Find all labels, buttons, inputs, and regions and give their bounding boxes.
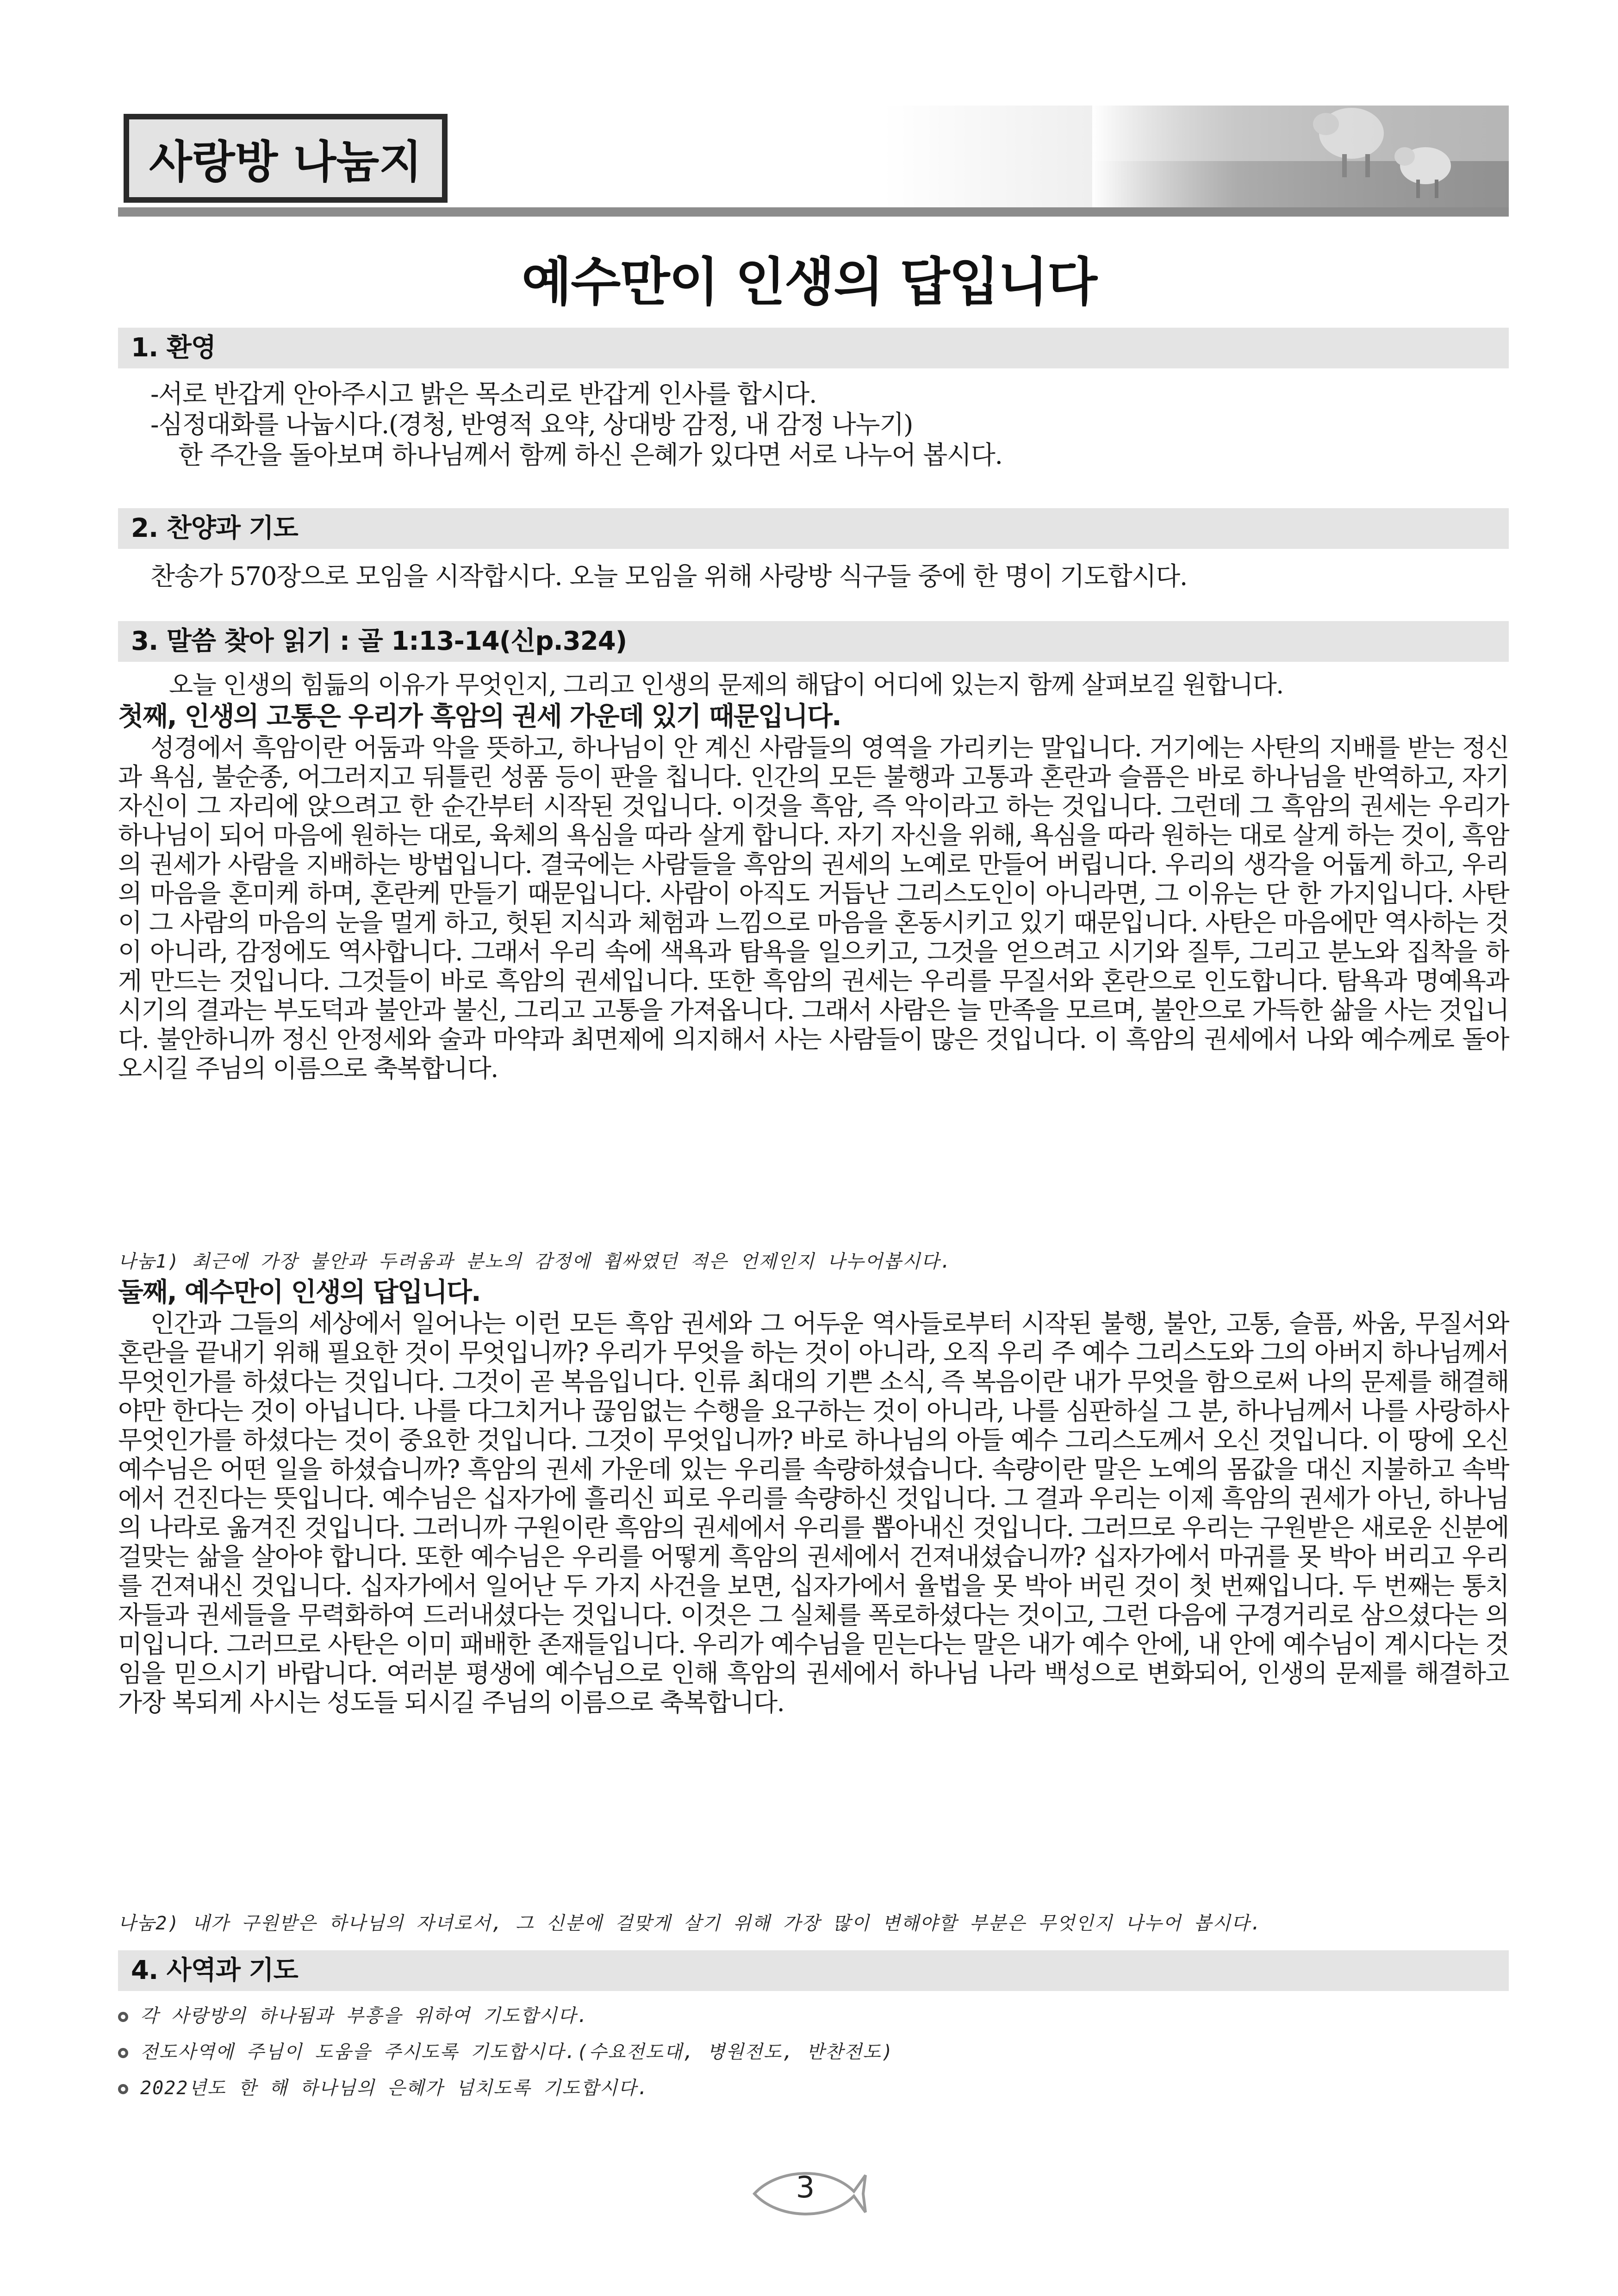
page-title: 예수만이 인생의 답입니다: [521, 252, 1097, 312]
word-intro: 오늘 인생의 힘듦의 이유가 무엇인지, 그리고 인생의 문제의 해답이 어디에 있는지 함께 살펴보길 원합니다.: [169, 670, 1283, 699]
welcome-line: 한 주간을 돌아보며 하나님께서 함께 하신 은혜가 있다면 서로 나누어 봅시다.: [178, 440, 1002, 470]
praise-text-block: [118, 561, 1509, 591]
point2-body: 인간과 그들의 세상에서 일어나는 이런 모든 흑암 권세와 그 어두운 역사들로부터 시작된 불행, 불안, 고통, 슬픔, 싸움, 무질서와 혼란을 끝내기 위해 필요한 것이 무엇입니까? 우리가 무엇을 하는 것이 아니라, 오직 우리 주 예수 그리스도와 그의 아버지 하나님께서 무엇인가를 하셨다는 것입니다. 그것이 곧 복음입니다. 인류 최대의 기쁜 소식, 즉 복음이란 내가 무엇을 함으로써 나의 문제를 해결해야만 한다는 것이 아닙니다. 나를 다그치거나 끊임없는 수행을 요구하는 것이 아니라, 나를 심판하실 그 분, 하나님께서 나를 사랑하사 무엇인가를 하셨다는 것이 중요한 것입니다. 그것이 무엇입니까? 바로 하나님의 아들 예수 그리스도께서 오신 것입니다. 이 땅에 오신 예수님은 어떤 일을 하셨습니까? 흑암의 권세 가운데 있는 우리를 속량하셨습니다. 속량이란 말은 노예의 몸값을 대신 지불하고 속박에서 건진다는 뜻입니다. 예수님은 십자가에 흘리신 피로 우리를 속량하신 것입니다. 그 결과 우리는 이제 흑암의 권세가 아닌, 하나님의 나라로 옮겨진 것입니다. 그러니까 구원이란 흑암의 권세에서 우리를 뽑아내신 것입니다. 그러므로 우리는 구원받은 새로운 신분에 걸맞는 삶을 살아야 합니다. 또한 예수님은 우리를 어떻게 흑암의 권세에서 건져내셨습니까? 십자가에서 마귀를 못 박아 버리고 우리를 건져내신 것입니다. 십자가에서 일어난 두 가지 사건을 보면, 십자가에서 율법을 못 박아 버린 것이 첫 번째입니다. 두 번째는 통치자들과 권세들을 무력화하여 드러내셨다는 것입니다. 이것은 그 실체를 폭로하셨다는 것이고, 그런 다음에 구경거리로 삼으셨다는 의미입니다. 그러므로 사탄은 이미 패배한 존재들입니다. 우리가 예수님을 믿는다는 말은 내가 예수 안에, 내 안에 예수님이 계시다는 것임을 믿으시기 바랍니다. 여러분 평생에 예수님으로 인해 흑암의 권세에서 하나님 나라 백성으로 변화되어, 인생의 문제를 해결하고 가장 복되게 사시는 성도들 되시길 주님의 이름으로 축복합니다.: [118, 1309, 1509, 1717]
prayer-item: [118, 2004, 1509, 2028]
section-heading-mission: 4. 사역과 기도: [118, 1950, 1509, 1991]
point1-body: 성경에서 흑암이란 어둠과 악을 뜻하고, 하나님이 안 계신 사람들의 영역을 가리키는 말입니다. 거기에는 사탄의 지배를 받는 정신과 욕심, 불순종, 어그러지고 뒤틀린 성품 등이 판을 칩니다. 인간의 모든 불행과 고통과 혼란과 슬픔은 바로 하나님을 반역하고, 자기 자신이 그 자리에 앉으려고 한 순간부터 시작된 것입니다. 이것을 흑암, 즉 악이라고 하는 것입니다. 그런데 그 흑암의 권세는 우리가 하나님이 되어 마음에 원하는 대로, 육체의 욕심을 따라 살게 합니다. 자기 자신을 위해, 욕심을 따라 원하는 대로 살게 하는 것이, 흑암의 권세가 사람을 지배하는 방법입니다. 결국에는 사람들을 흑암의 권세의 노예로 만들어 버립니다. 우리의 생각을 어둡게 하고, 우리의 마음을 혼미케 하며, 혼란케 만들기 때문입니다. 사람이 아직도 거듭난 그리스도인이 아니라면, 그 이유는 단 한 가지입니다. 사탄이 그 사람의 마음의 눈을 멀게 하고, 헛된 지식과 체험과 느낌으로 마음을 혼동시키고 있기 때문입니다. 사탄은 마음에만 역사하는 것이 아니라, 감정에도 역사합니다. 그래서 우리 속에 색욕과 탐욕을 일으키고, 그것을 얻으려고 시기와 질투, 그리고 분노와 집착을 하게 만드는 것입니다. 그것들이 바로 흑암의 권세입니다. 또한 흑암의 권세는 우리를 무질서와 혼란으로 인도합니다. 탐욕과 명예욕과 시기의 결과는 부도덕과 불안과 불신, 그리고 고통을 가져옵니다. 그래서 사람은 늘 만족을 모르며, 불안으로 가득한 삶을 사는 것입니다. 불안하니까 정신 안정세와 술과 마약과 최면제에 의지해서 사는 사람들이 많은 것입니다. 이 흑암의 권세에서 나와 예수께로 돌아오시길 주님의 이름으로 축복합니다.: [118, 733, 1509, 1083]
page-header: [118, 106, 1509, 217]
share2-question: 나눔2) 내가 구원받은 하나님의 자녀로서, 그 신분에 걸맞게 살기 위해 가장 많이 변해야할 부분은 무엇인지 나누어 봅시다.: [118, 1913, 1263, 1934]
prayer-item-text: 2022년도 한 해 하나님의 은혜가 넘치도록 기도합시다.: [140, 2078, 649, 2099]
prayer-item: [118, 2040, 1509, 2064]
page-number: 3: [796, 2171, 815, 2205]
bullet-icon: [118, 2084, 128, 2094]
bullet-icon: [118, 2012, 128, 2022]
bullet-icon: [118, 2048, 128, 2058]
welcome-lines: [118, 379, 1509, 470]
section-heading-word: 3. 말씀 찾아 읽기 : 골 1:13-14(신p.324): [118, 621, 1509, 662]
header-rule: [118, 207, 1509, 217]
prayer-item: [118, 2076, 1509, 2100]
section-heading-welcome: 1. 환영: [118, 328, 1509, 368]
sheep-photo-icon: [1092, 106, 1509, 207]
welcome-line: -심정대화를 나눕시다.(경청, 반영적 요약, 상대방 감정, 내 감정 나누기): [150, 410, 913, 439]
prayer-item-text: 각 사랑방의 하나됨과 부흥을 위하여 기도합시다.: [140, 2005, 589, 2027]
share1-question: 나눔1) 최근에 가장 불안과 두려움과 분노의 감정에 휩싸였던 적은 언제인지 나누어봅시다.: [118, 1251, 952, 1272]
point1-title: 첫째, 인생의 고통은 우리가 흑암의 권세 가운데 있기 때문입니다.: [118, 701, 841, 732]
prayer-item-text: 전도사역에 주님이 도움을 주시도록 기도합시다.(수요전도대, 병원전도, 반찬전도): [140, 2041, 894, 2063]
section-heading-praise: 2. 찬양과 기도: [118, 508, 1509, 549]
welcome-line: -서로 반갑게 안아주시고 밝은 목소리로 반갑게 인사를 합시다.: [150, 379, 817, 409]
point2-title: 둘째, 예수만이 인생의 답입니다.: [118, 1277, 480, 1307]
praise-text: 찬송가 570장으로 모임을 시작합시다. 오늘 모임을 위해 사랑방 식구들 중에 한 명이 기도합시다.: [150, 561, 1187, 591]
header-tab-label: 사랑방 나눔지: [124, 114, 448, 203]
